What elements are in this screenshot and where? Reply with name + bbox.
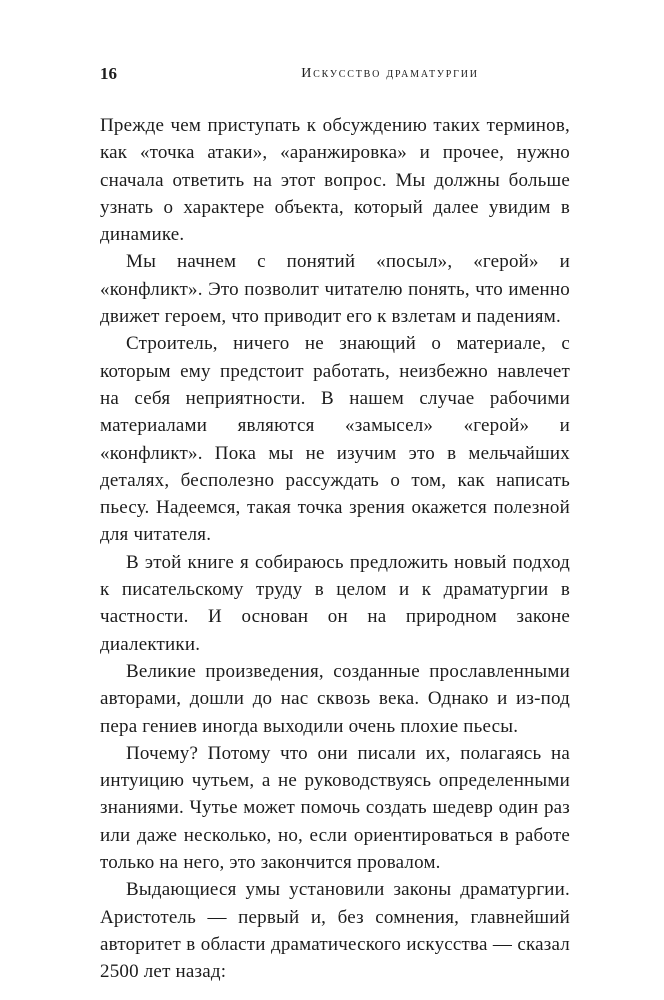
body-text [100,112,570,986]
paragraph: В этой книге я собираюсь предложить новый подход к писательскому труду в целом и к драматургии в частности. И основан он на природном законе диалектики. [100,551,570,655]
paragraph: Строитель, ничего не знающий о материале, с которым ему предстоит работать, неизбежно навлечет на себя неприятности. В нашем случае рабочими материалами являются «замысел» «герой» и «конфликт». Пока мы не изучим это в мельчайших деталях, бесполезно рассуждать о том, как написать пьесу. Надеемся, такая точка зрения окажется полезной для читателя. [100,333,570,546]
paragraph: Великие произведения, созданные прославленными авторами, дошли до нас сквозь века. Однако и из-под пера гениев иногда выходили очень плохие пьесы. [100,660,570,737]
paragraph: Прежде чем приступать к обсуждению таких терминов, как «точка атаки», «аранжировка» и прочее, нужно сначала ответить на этот вопрос. Мы должны больше узнать о характере объекта, который далее увидим в динамике. [100,115,570,246]
paragraph: Выдающиеся умы установили законы драматургии. Аристотель — первый и, без сомнения, главнейший авторитет в области драматического искусства — сказал 2500 лет назад: [100,879,570,983]
page-number: 16 [100,64,117,83]
running-title: Искусство драматургии [301,66,479,81]
paragraph: Мы начнем с понятий «посыл», «герой» и «конфликт». Это позволит читателю понять, что именно движет героем, что приводит его к взлетам и падениям. [100,251,570,328]
paragraph: Почему? Потому что они писали их, полагаясь на интуицию чутьем, а не руководствуясь определенными знаниями. Чутье может помочь создать шедевр один раз или даже несколько, но, если ориентироваться в работе только на него, это закончится провалом. [100,742,570,874]
